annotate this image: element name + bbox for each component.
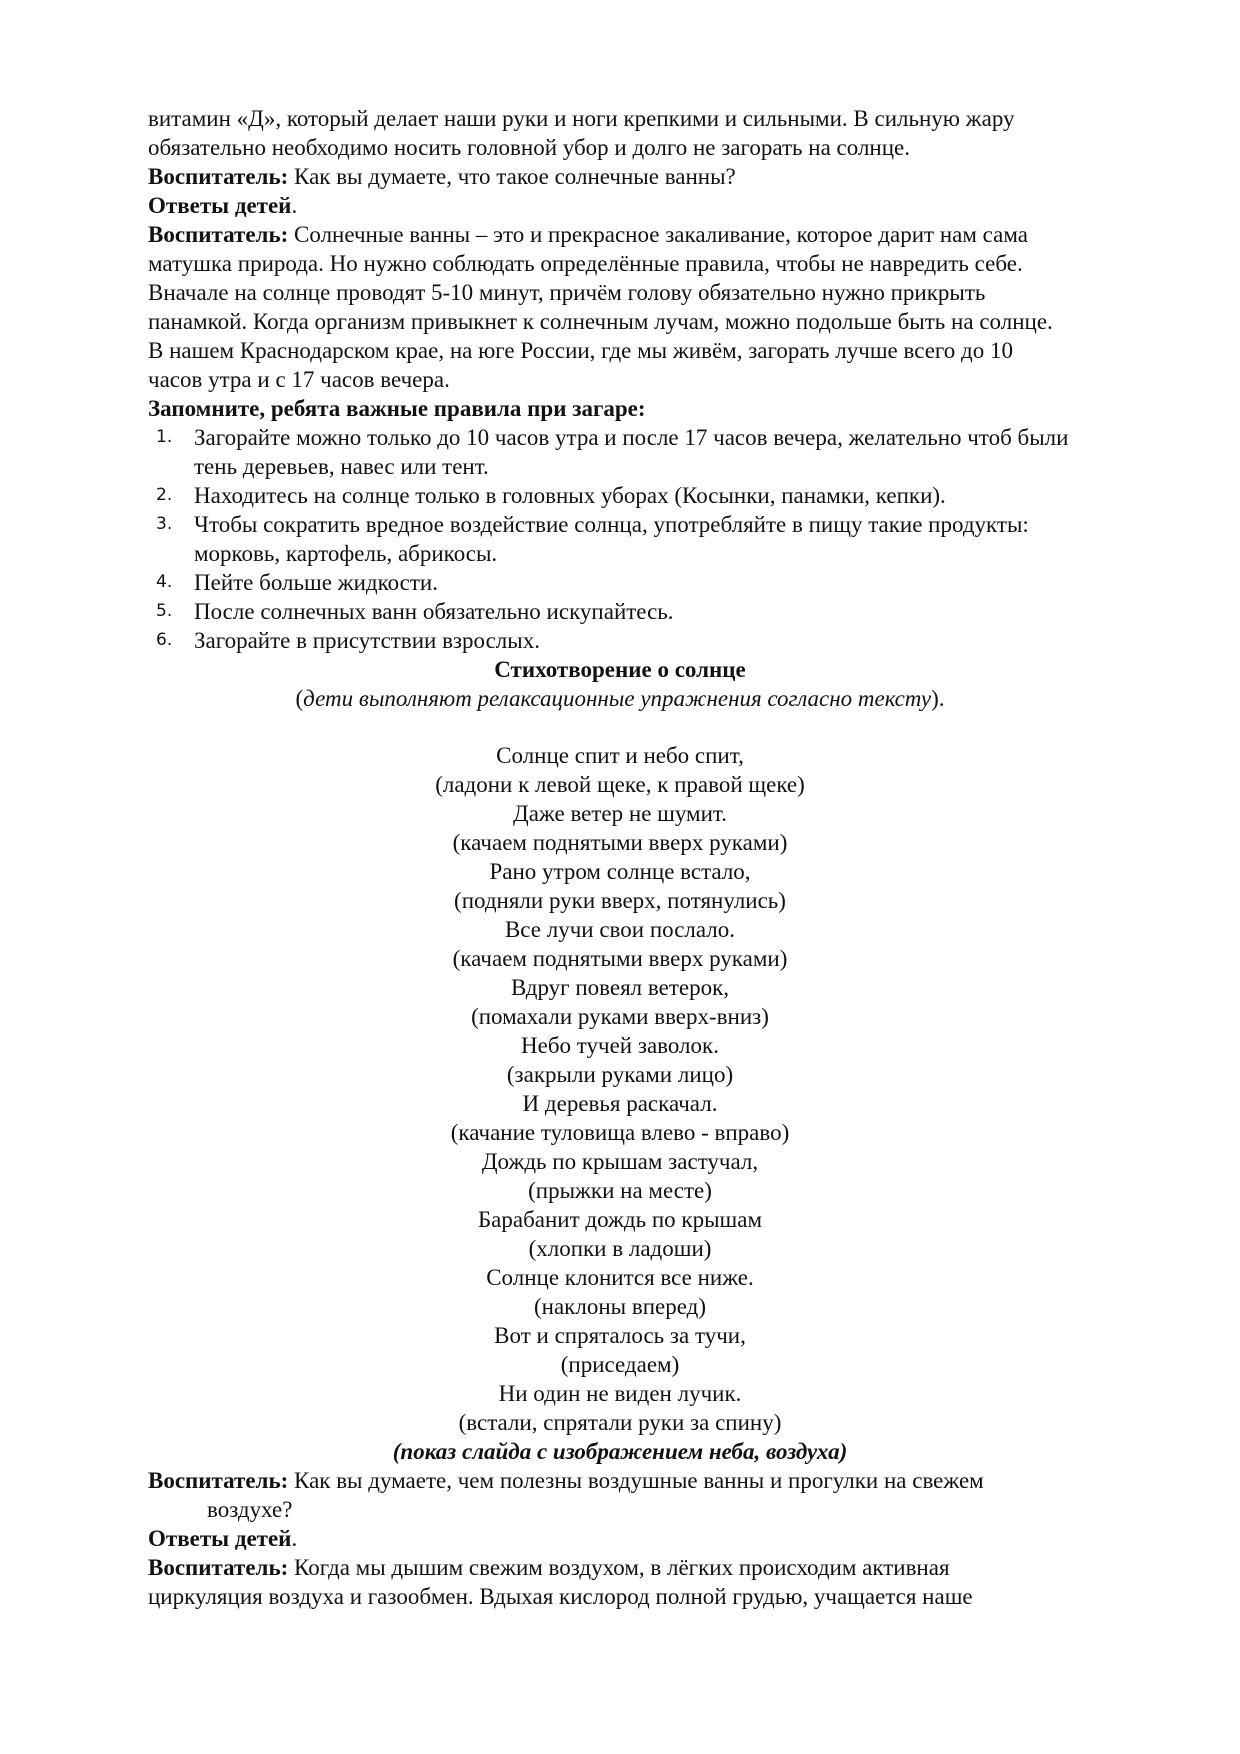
poem-line: (качаем поднятыми вверх руками) (452, 946, 788, 971)
answer-text: Солнечные ванны – это и прекрасное закаливание, которое дарит нам сама (294, 222, 1028, 247)
educator-question (148, 162, 736, 191)
paragraph-line: обязательно необходимо носить головной убор и долго не загорать на солнце. (148, 135, 911, 160)
question-text: Как вы думаете, чем полезны воздушные ванны и прогулки на свежем (294, 1468, 984, 1493)
paragraph-line: витамин «Д», который делает наши руки и ноги крепкими и сильными. В сильную жару (148, 106, 1015, 131)
list-number: 3. (156, 514, 173, 534)
slide-note: (показ слайда с изображением неба, воздуха) (392, 1439, 848, 1464)
poem-line: Дождь по крышам застучал, (481, 1149, 759, 1174)
poem-line: Барабанит дождь по крышам (477, 1207, 763, 1232)
list-item: Загорайте в присутствии взрослых. (194, 628, 540, 653)
poem-line: Небо тучей заволок. (521, 1033, 719, 1058)
poem-note-text: дети выполняют релаксационные упражнения согласно тексту (303, 686, 932, 711)
poem-line: (закрыли руками лицо) (506, 1062, 734, 1087)
paragraph-line: циркуляция воздуха и газообмен. Вдыхая кислород полной грудью, учащается наше (148, 1584, 973, 1609)
paragraph-line: часов утра и с 17 часов вечера. (148, 367, 450, 392)
paragraph-line: В нашем Краснодарском крае, на юге России, где мы живём, загорать лучше всего до 10 (148, 338, 1013, 363)
poem-line: Рано утром солнце встало, (489, 859, 751, 884)
speaker-label: Воспитатель: (148, 164, 289, 189)
poem-line: (хлопки в ладоши) (528, 1236, 712, 1261)
poem-line: Вот и спряталось за тучи, (494, 1323, 746, 1348)
educator-question (148, 1466, 984, 1495)
poem-line: (помахали руками вверх-вниз) (471, 1004, 769, 1029)
list-number: 2. (156, 485, 173, 505)
poem-line: Вдруг повеял ветерок, (510, 975, 730, 1000)
poem-title: Стихотворение о солнце (494, 657, 746, 682)
list-item: Чтобы сократить вредное воздействие солнца, употребляйте в пищу такие продукты: (194, 512, 1029, 537)
educator-answer (148, 220, 1028, 249)
poem-line: (приседаем) (560, 1352, 680, 1377)
list-item-continuation: тень деревьев, навес или тент. (194, 454, 489, 479)
poem-line: (качание туловища влево - вправо) (450, 1120, 790, 1145)
poem-line: (подняли руки вверх, потянулись) (454, 888, 786, 913)
poem-note: (дети выполняют релаксационные упражнения согласно тексту). (295, 686, 945, 711)
rules-heading: Запомните, ребята важные правила при загаре: (148, 396, 646, 421)
poem-line: (встали, спрятали руки за спину) (458, 1410, 782, 1435)
list-item: После солнечных ванн обязательно искупайтесь. (194, 599, 674, 624)
poem-line: (прыжки на месте) (528, 1178, 712, 1203)
poem-line: (наклоны вперед) (534, 1294, 706, 1319)
educator-answer (148, 1553, 950, 1582)
list-number: 1. (156, 427, 173, 447)
speaker-label: Ответы детей (148, 1526, 292, 1551)
paragraph-line: Вначале на солнце проводят 5-10 минут, причём голову обязательно нужно прикрыть (148, 280, 986, 305)
children-answers: Ответы детей. (148, 1526, 298, 1551)
list-item: Загорайте можно только до 10 часов утра и после 17 часов вечера, желательно чтоб были (194, 425, 1069, 450)
poem-line: Солнце спит и небо спит, (496, 743, 744, 768)
list-item-continuation: морковь, картофель, абрикосы. (194, 541, 498, 566)
speaker-label: Ответы детей (148, 193, 292, 218)
question-continuation: воздухе? (207, 1497, 293, 1522)
poem-line: Даже ветер не шумит. (513, 801, 727, 826)
children-answers: Ответы детей. (148, 193, 298, 218)
list-item: Пейте больше жидкости. (194, 570, 438, 595)
question-text: Как вы думаете, что такое солнечные ванны? (294, 164, 736, 189)
poem-line: (качаем поднятыми вверх руками) (452, 830, 788, 855)
answer-text: Когда мы дышим свежим воздухом, в лёгких происходим активная (294, 1555, 950, 1580)
poem-line: Солнце клонится все ниже. (486, 1265, 754, 1290)
list-number: 4. (156, 572, 173, 592)
speaker-label: Воспитатель: (148, 1468, 289, 1493)
poem-line: Все лучи свои послало. (504, 917, 736, 942)
poem-line: И деревья раскачал. (522, 1091, 718, 1116)
list-item: Находитесь на солнце только в головных уборах (Косынки, панамки, кепки). (194, 483, 946, 508)
speaker-label: Воспитатель: (148, 1555, 289, 1580)
poem-line: (ладони к левой щеке, к правой щеке) (435, 772, 805, 797)
list-number: 6. (156, 630, 173, 650)
poem-line: Ни один не виден лучик. (498, 1381, 742, 1406)
paragraph-line: панамкой. Когда организм привыкнет к солнечным лучам, можно подольше быть на солнце. (148, 309, 1053, 334)
speaker-label: Воспитатель: (148, 222, 289, 247)
paragraph-line: матушка природа. Но нужно соблюдать определённые правила, чтобы не навредить себе. (148, 251, 1023, 276)
list-number: 5. (156, 601, 173, 621)
